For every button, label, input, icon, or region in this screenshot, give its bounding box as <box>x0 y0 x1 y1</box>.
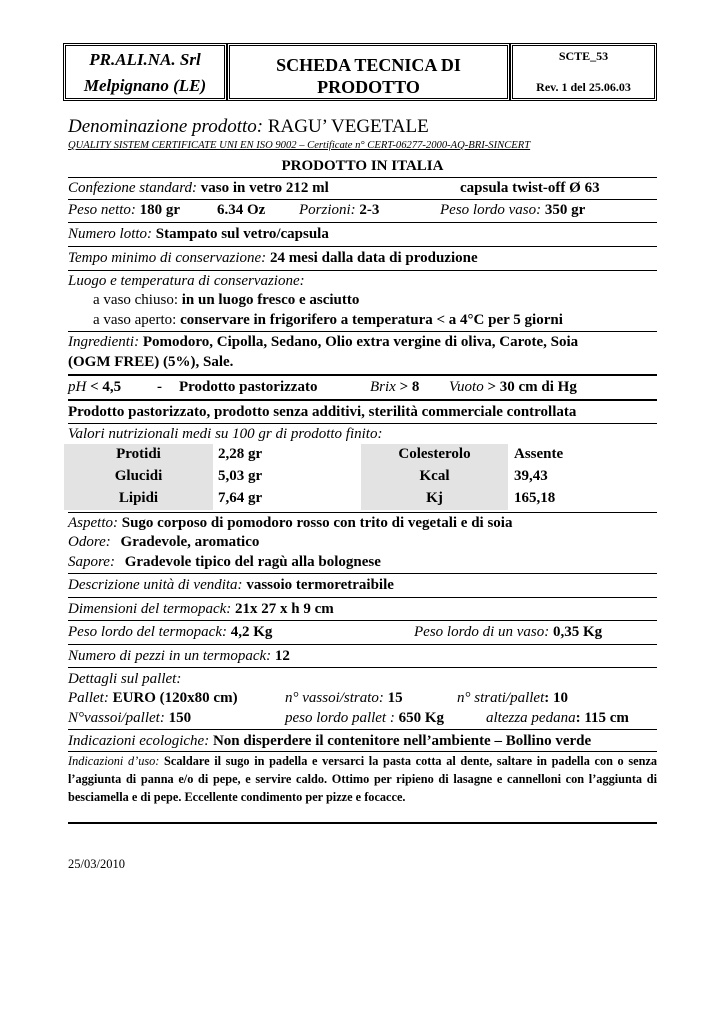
portions-value: 2-3 <box>359 202 380 218</box>
pieces-label: Numero di pezzi in un termopack: <box>68 648 272 664</box>
cap-type: capsula twist-off <box>460 180 566 196</box>
trays-per-pallet-label: N°vassoi/pallet: <box>68 710 165 726</box>
nutrient-value: 165,18 <box>514 490 556 506</box>
ingredients-line2: (OGM FREE) (5%), Sale. <box>68 354 234 370</box>
thermopack-weight-row <box>68 624 272 641</box>
company-box <box>63 43 227 101</box>
appearance-label: Aspetto: <box>68 515 118 531</box>
trays-per-layer-label: n° vassoi/strato: <box>285 690 384 706</box>
ecology-row <box>68 733 591 750</box>
pallet-gross-weight-row <box>285 710 444 727</box>
divider <box>68 270 657 271</box>
portions <box>299 202 379 219</box>
trays-per-layer-value: 15 <box>387 690 403 706</box>
divider <box>68 573 657 574</box>
nutrient-value: 39,43 <box>514 468 548 484</box>
packaging-row <box>68 180 329 197</box>
usage-label: Indicazioni d’uso: <box>68 754 160 768</box>
single-jar-weight-label: Peso lordo di un vaso: <box>414 624 550 640</box>
net-weight-value: 180 gr <box>139 202 181 218</box>
divider <box>68 177 657 178</box>
divider <box>68 374 657 376</box>
taste-row <box>68 554 381 571</box>
divider <box>68 620 657 621</box>
portions-label: Porzioni: <box>299 202 356 218</box>
pallet-type-label: Pallet: <box>68 690 109 706</box>
title-box <box>227 43 510 101</box>
pallet-height-value: : 115 cm <box>575 710 629 726</box>
divider <box>68 822 657 824</box>
layers-per-pallet-row <box>457 690 568 707</box>
odor-value: Gradevole, aromatico <box>120 534 260 550</box>
product-name-row <box>68 116 429 138</box>
company-location: Melpignano (LE) <box>83 76 207 95</box>
pallet-height-row <box>486 710 629 727</box>
origin-heading: PRODOTTO IN ITALIA <box>281 158 444 174</box>
document-code: SCTE_53 <box>558 49 609 63</box>
product-claims: Prodotto pastorizzato, prodotto senza additivi, sterilità commerciale controllata <box>68 404 577 420</box>
code-box <box>510 43 657 101</box>
pallet-type-value: EURO (120x80 cm) <box>112 690 238 706</box>
pallet-gross-weight-label: peso lordo pallet : <box>285 710 395 726</box>
divider <box>68 644 657 645</box>
jar-gross-weight-value: 350 gr <box>544 202 586 218</box>
trays-per-pallet-value: 150 <box>168 710 192 726</box>
pallet-gross-weight-value: 650 Kg <box>398 710 445 726</box>
divider <box>68 222 657 223</box>
nutrition-label: Valori nutrizionali medi su 100 gr di prodotto finito: <box>68 426 383 442</box>
storage-closed-label: a vaso chiuso: <box>93 292 178 308</box>
lot-value: Stampato sul vetro/capsula <box>155 226 329 242</box>
thermopack-weight-value: 4,2 Kg <box>230 624 273 640</box>
cap-row <box>460 180 600 197</box>
thermopack-dims-row <box>68 601 334 618</box>
params-dash: - <box>157 379 162 395</box>
product-name-label: Denominazione prodotto: <box>68 116 264 137</box>
ingredients-label: Ingredienti: <box>68 334 140 350</box>
pasteurized-label: Prodotto pastorizzato <box>179 379 318 395</box>
ecology-label: Indicazioni ecologiche: <box>68 733 210 749</box>
jar-gross-weight-label: Peso lordo vaso: <box>440 202 542 218</box>
nutrient-name: Glucidi <box>114 468 163 484</box>
vacuum-row <box>449 379 577 396</box>
nutrient-value: 2,28 gr <box>218 446 263 462</box>
nutrient-name: Lipidi <box>118 490 159 506</box>
footer-date: 25/03/2010 <box>68 857 125 871</box>
divider <box>68 597 657 598</box>
taste-value: Gradevole tipico del ragù alla bolognese <box>124 554 381 570</box>
divider <box>68 512 657 513</box>
usage-text: Scaldare il sugo in padella e versarci la pasta cotta al dente, saltare in padella con o senza l’aggiunta di panna e/o di pepe, e servire caldo. Ottimo per ripieno di lasagne e cannelloni con l’aggiunta di besciamella e di pepe. Eccellente condimento per pizze e focacce. <box>68 754 658 804</box>
vacuum-value: > 30 cm di Hg <box>487 379 577 395</box>
sales-unit-label: Descrizione unità di vendita: <box>68 577 243 593</box>
document-title: SCHEDA TECNICA DI PRODOTTO <box>276 55 461 97</box>
divider <box>68 246 657 247</box>
pallet-height-label: altezza pedana <box>486 710 576 726</box>
ingredients-line1: Pomodoro, Cipolla, Sedano, Olio extra vergine di oliva, Carote, Soia <box>142 334 579 350</box>
divider <box>68 729 657 730</box>
divider <box>68 331 657 332</box>
brix-value: > 8 <box>399 379 420 395</box>
quality-certificate: QUALITY SISTEM CERTIFICATE UNI EN ISO 9002 – Certificate n° CERT-06277-2000-AQ-BRI-SINCERT <box>68 140 531 151</box>
taste-label: Sapore: <box>68 554 115 570</box>
storage-open-value: conservare in frigorifero a temperatura < a 4°C per 5 giorni <box>180 312 563 328</box>
trays-per-layer-row <box>285 690 403 707</box>
brix-label: Brix <box>370 379 396 395</box>
company-name: PR.ALI.NA. Srl <box>89 50 201 69</box>
lot-label: Numero lotto: <box>68 226 153 242</box>
divider <box>68 667 657 668</box>
product-name: RAGU’ VEGETALE <box>267 116 429 137</box>
cap-size: Ø 63 <box>569 180 600 196</box>
packaging-value: vaso in vetro 212 ml <box>200 180 329 196</box>
nutrient-value: Assente <box>514 446 564 462</box>
appearance-value: Sugo corposo di pomodoro rosso con trito di vegetali e di soia <box>121 515 513 531</box>
net-weight <box>68 202 180 219</box>
single-jar-weight-value: 0,35 Kg <box>553 624 603 640</box>
vacuum-label: Vuoto <box>449 379 484 395</box>
ph-row <box>68 379 121 396</box>
packaging-label: Confezione standard: <box>68 180 198 196</box>
nutrient-name: Kj <box>426 490 443 506</box>
odor-label: Odore: <box>68 534 111 550</box>
divider <box>68 399 657 401</box>
divider <box>68 199 657 200</box>
nutrient-name: Colesterolo <box>398 446 471 462</box>
lot-row <box>68 226 329 243</box>
shelf-life-row <box>68 250 478 267</box>
nutrient-name: Protidi <box>116 446 161 462</box>
storage-label: Luogo e temperatura di conservazione: <box>68 273 305 289</box>
sales-unit-row <box>68 577 394 594</box>
storage-open <box>93 312 563 329</box>
storage-open-label: a vaso aperto: <box>93 312 177 328</box>
brix-row <box>370 379 419 396</box>
ecology-value: Non disperdere il contenitore nell’ambiente – Bollino verde <box>212 733 592 749</box>
ph-value: < 4,5 <box>90 379 122 395</box>
pallet-type-row <box>68 690 238 707</box>
thermopack-dims-label: Dimensioni del termopack: <box>68 601 232 617</box>
shelf-life-label: Tempo minimo di conservazione: <box>68 250 267 266</box>
net-weight-oz: 6.34 Oz <box>217 202 266 218</box>
storage-closed-value: in un luogo fresco e asciutto <box>181 292 360 308</box>
layers-per-pallet-label: n° strati/pallet <box>457 690 545 706</box>
net-weight-label: Peso netto: <box>68 202 136 218</box>
layers-per-pallet-value: : 10 <box>544 690 569 706</box>
nutrient-name: Kcal <box>419 468 450 484</box>
usage-instructions <box>68 752 657 806</box>
nutrient-value: 7,64 gr <box>218 490 263 506</box>
ph-label: pH <box>68 379 87 395</box>
pieces-value: 12 <box>274 648 290 664</box>
thermopack-weight-label: Peso lordo del termopack: <box>68 624 227 640</box>
trays-per-pallet-row <box>68 710 191 727</box>
ingredients-row <box>68 334 578 351</box>
storage-closed <box>93 292 359 309</box>
thermopack-dims-value: 21x 27 x h 9 cm <box>235 601 334 617</box>
single-jar-weight-row <box>414 624 602 641</box>
pallet-label: Dettagli sul pallet: <box>68 671 182 687</box>
shelf-life-value: 24 mesi dalla data di produzione <box>269 250 478 266</box>
pieces-row <box>68 648 290 665</box>
sales-unit-value: vassoio termoretraibile <box>246 577 394 593</box>
document-revision: Rev. 1 del 25.06.03 <box>536 80 631 94</box>
jar-gross-weight <box>440 202 585 219</box>
appearance-row <box>68 515 512 532</box>
divider <box>68 423 657 424</box>
nutrient-value: 5,03 gr <box>218 468 263 484</box>
odor-row <box>68 534 259 551</box>
